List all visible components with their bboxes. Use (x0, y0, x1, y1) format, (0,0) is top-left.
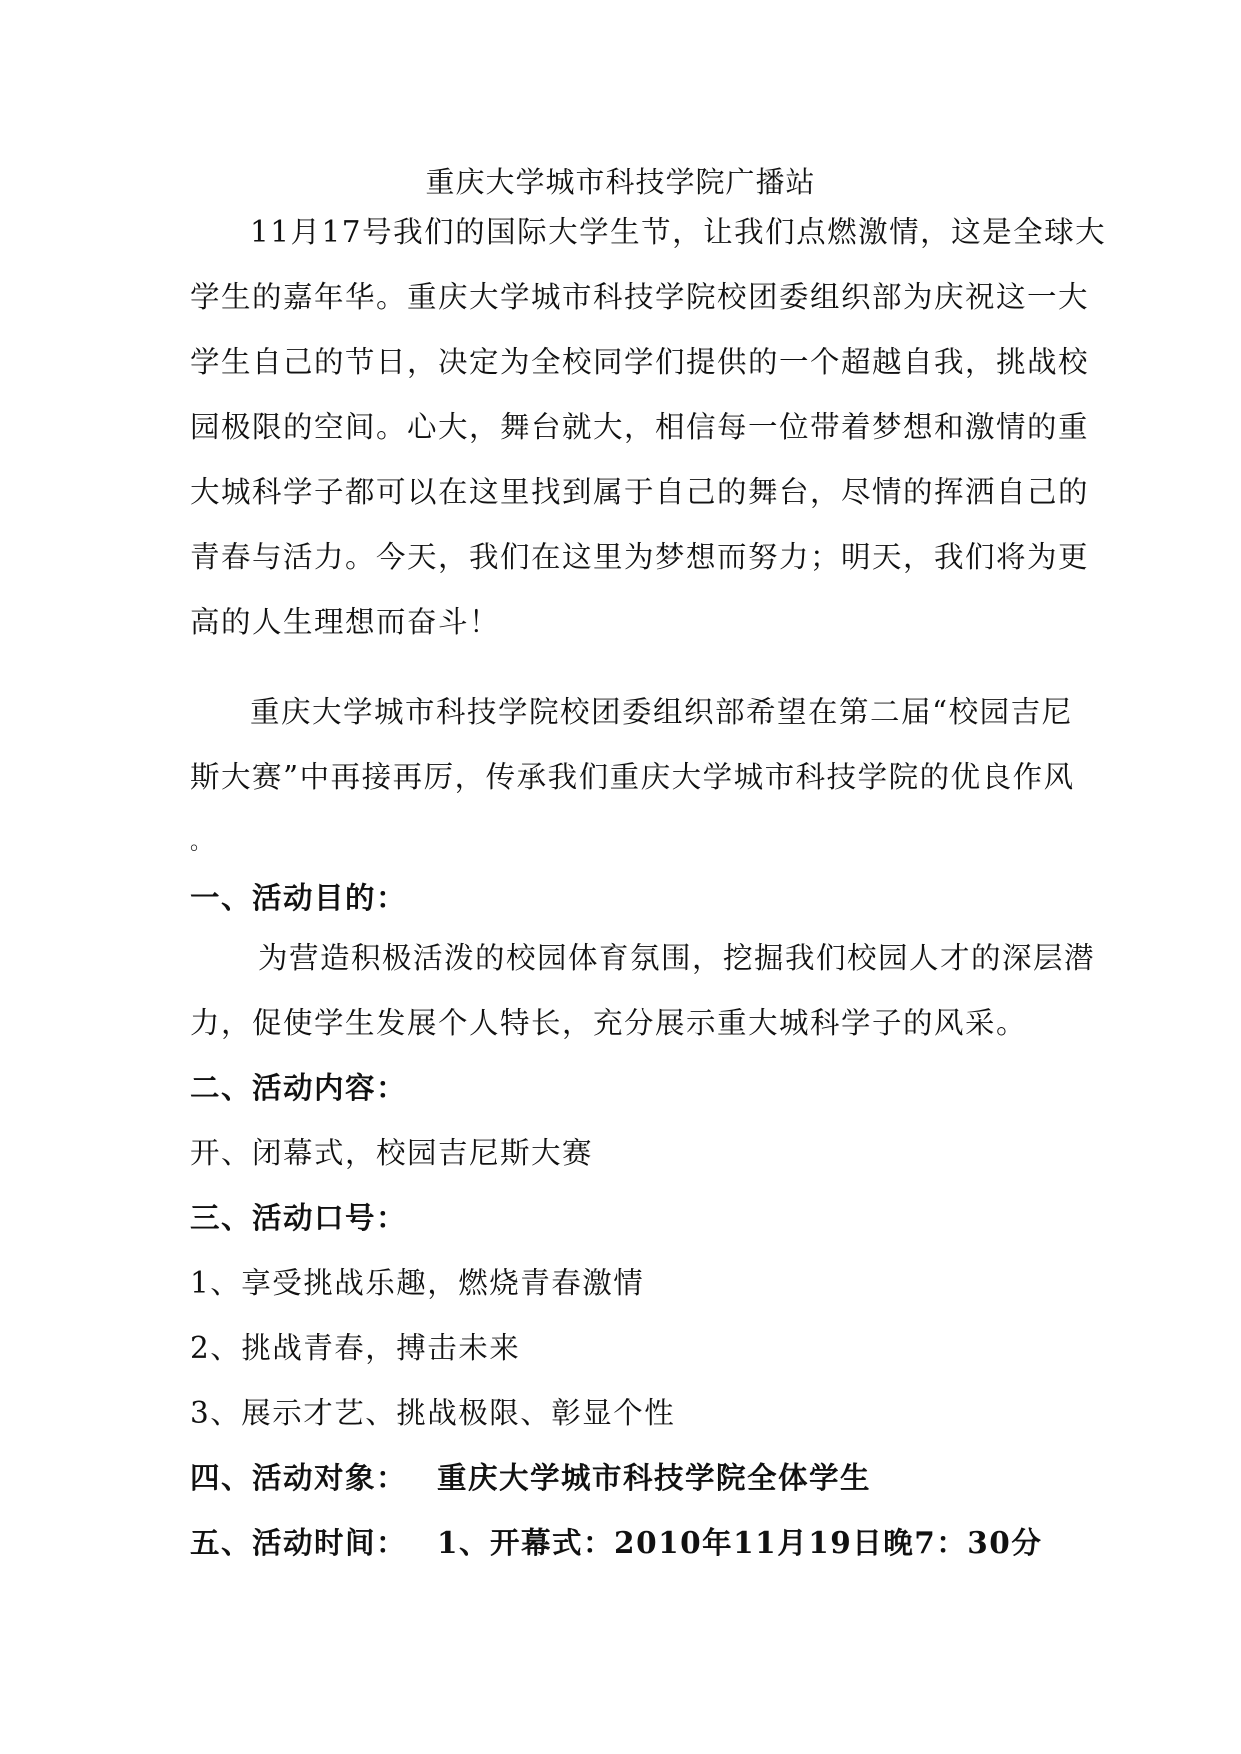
hope-line: 。 (190, 830, 214, 855)
purpose-paragraph (190, 926, 1096, 1056)
section-heading-content: 二、活动内容： (190, 1070, 408, 1105)
content-text: 开、闭幕式，校园吉尼斯大赛 (190, 1136, 594, 1170)
section-heading-purpose: 一、活动目的： (190, 880, 408, 915)
intro-line: 园极限的空间。心大，舞台就大，相信每一位带着梦想和激情的重 (190, 410, 1090, 444)
intro-line: 青春与活力。今天，我们在这里为梦想而努力；明天，我们将为更 (190, 540, 1090, 574)
intro-paragraph (190, 200, 1107, 655)
time-value: 1、开幕式：2010年11月19日晚7：30分 (437, 1525, 1043, 1560)
purpose-line: 力，促使学生发展个人特长，充分展示重大城科学子的风采。 (190, 1006, 1028, 1040)
slogan-item: 2、挑战青春，搏击未来 (190, 1331, 521, 1365)
document-title: 重庆大学城市科技学院广播站 (425, 165, 816, 199)
intro-line: 学生的嘉年华。重庆大学城市科技学院校团委组织部为庆祝这一大 (190, 280, 1090, 314)
hope-line: 重庆大学城市科技学院校团委组织部希望在第二届“校园吉尼 (250, 695, 1073, 729)
section-heading-time: 五、活动时间： (190, 1525, 408, 1560)
intro-line: 大城科学子都可以在这里找到属于自己的舞台，尽情的挥洒自己的 (190, 475, 1090, 509)
purpose-line: 为营造积极活泼的校园体育氛围，挖掘我们校园人才的深层潜 (258, 941, 1096, 975)
section-target (190, 1458, 871, 1498)
hope-line: 斯大赛”中再接再厉，传承我们重庆大学城市科技学院的优良作风 (190, 760, 1075, 794)
section-heading-slogan: 三、活动口号： (190, 1200, 408, 1235)
hope-paragraph (190, 680, 1075, 875)
section-time (190, 1523, 1042, 1563)
intro-line: 学生自己的节日，决定为全校同学们提供的一个超越自我，挑战校 (190, 345, 1090, 379)
intro-line: 高的人生理想而奋斗！ (190, 605, 501, 639)
slogan-item: 3、展示才艺、挑战极限、彰显个性 (190, 1396, 676, 1430)
slogan-item: 1、享受挑战乐趣，燃烧青春激情 (190, 1266, 645, 1300)
target-value: 重庆大学城市科技学院全体学生 (437, 1460, 872, 1495)
intro-line: 11月17号我们的国际大学生节，让我们点燃激情，这是全球大 (250, 215, 1107, 249)
section-heading-target: 四、活动对象： (190, 1460, 408, 1495)
